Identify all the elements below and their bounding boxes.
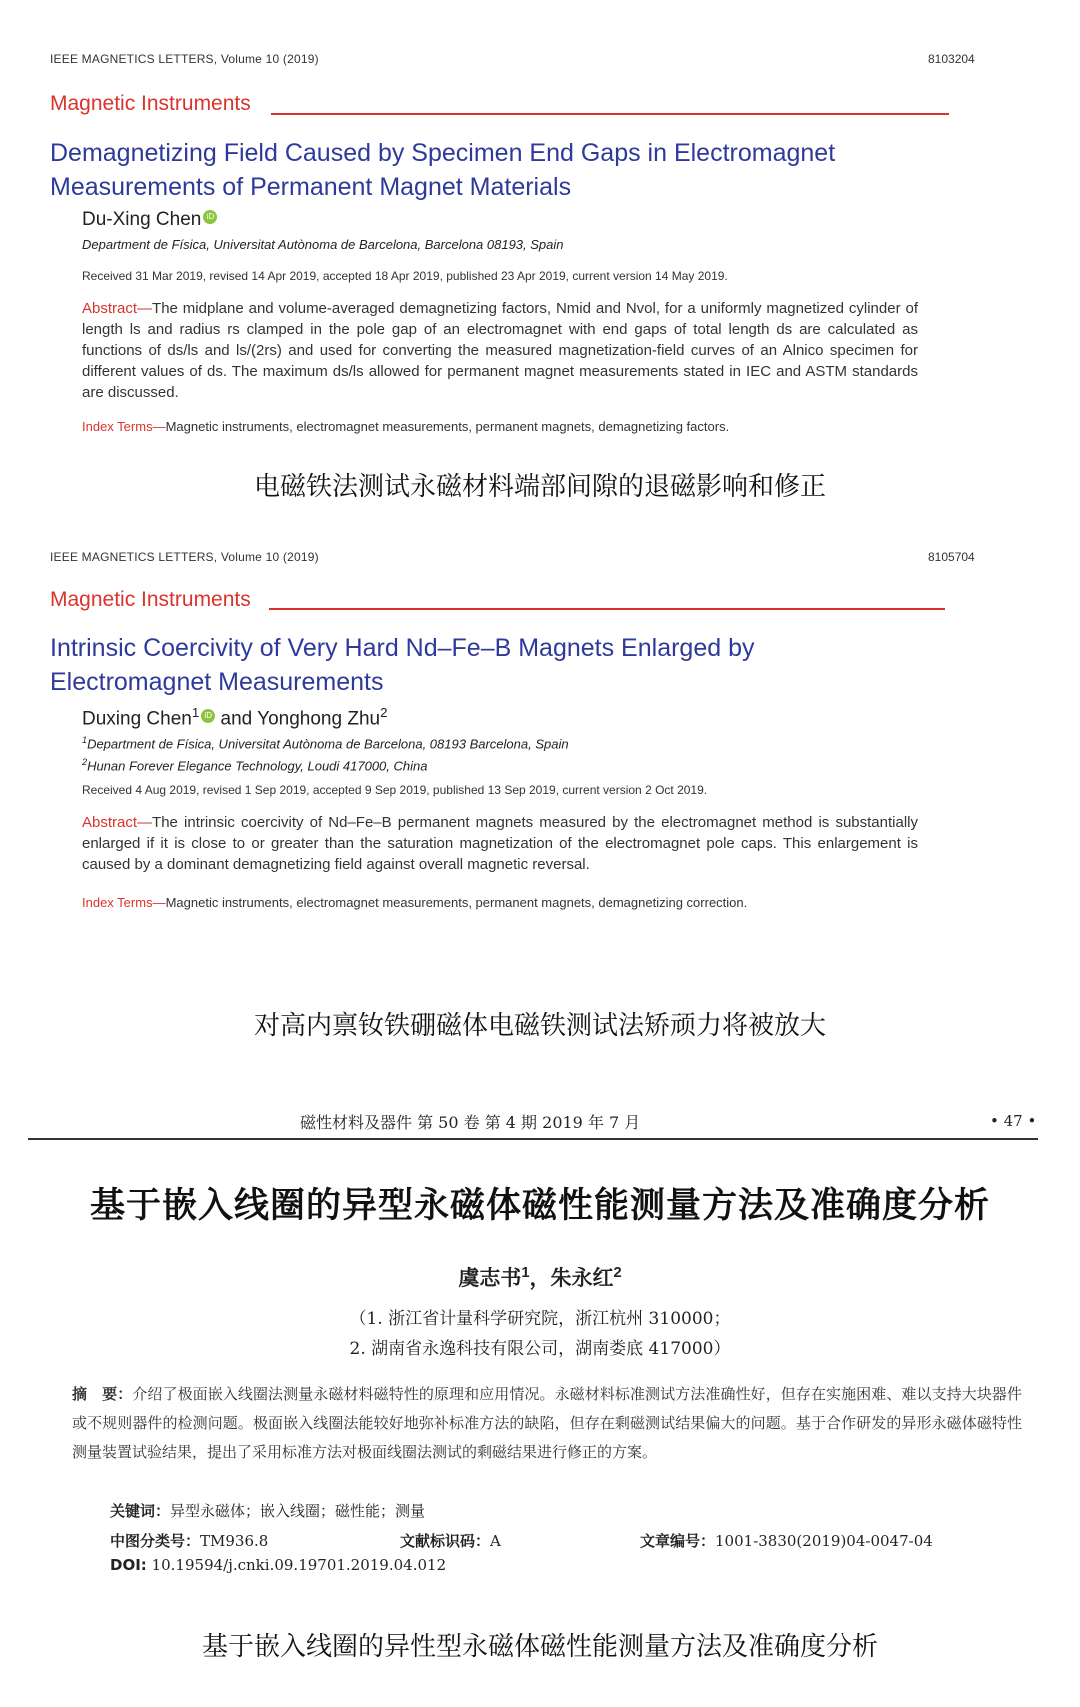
article-card-2 [28,550,1028,995]
title-line-1: Intrinsic Coercivity of Very Hard Nd–Fe–B Magnets Enlarged by [50,634,755,662]
abstract-label: Abstract— [82,300,153,317]
abstract [82,298,918,403]
journal-header: IEEE MAGNETICS LETTERS, Volume 10 (2019) [50,52,319,66]
article-id-value: 1001-3830(2019)04-0047-04 [715,1532,933,1550]
author-2: 朱永红 [550,1267,614,1290]
received-dates: Received 4 Aug 2019, revised 1 Sep 2019, accepted 9 Sep 2019, published 13 Sep 2019, current version 2 Oct 2019. [82,783,708,797]
orcid-icon: iD [203,210,217,224]
article-id-label: 文章编号： [640,1532,716,1550]
doi [110,1556,446,1574]
section-rule [271,113,949,115]
author-name: Du-Xing Chen [82,209,202,230]
journal-header-cn: 磁性材料及器件 第 50 卷 第 4 期 2019 年 7 月 [300,1113,641,1132]
abstract-label: Abstract— [82,814,153,831]
author-1: Duxing Chen [82,708,192,730]
caption-3: 基于嵌入线圈的异性型永磁体磁性能测量方法及准确度分析 [201,1631,878,1661]
paper-title-cn: 基于嵌入线圈的异型永磁体磁性能测量方法及准确度分析 [89,1186,990,1225]
index-terms-label: Index Terms— [82,419,166,434]
abstract-text: The midplane and volume-averaged demagnetizing factors, Nmid and Nvol, for a uniformly magnetized cylinder of length ls and radius rs clamped in the pole gap of an electromagnet with end gaps of total length ds are calculated as functions of ds/ls and ls/(2rs) and used for converting the measured magnetization-field curves of an Alnico specimen for different values of ds. The maximum ds/ls allowed for permanent magnet measurements stated in IEC and ASTM standards are discussed. [82,300,918,401]
title-line-1: Demagnetizing Field Caused by Specimen End Gaps in Electromagnet [50,139,836,167]
author [82,209,217,231]
clc-label: 中图分类号： [110,1532,201,1550]
affiliation-2: Hunan Forever Elegance Technology, Loudi 417000, China [87,758,428,774]
affiliation: Department de Física, Universitat Autònoma de Barcelona, Barcelona 08193, Spain [82,237,564,252]
doc-label: 文献标识码： [400,1532,491,1550]
section-label: Magnetic Instruments [50,588,251,611]
paper-title [50,631,950,699]
orcid-icon: iD [201,709,215,723]
article-number: 8105704 [928,550,975,564]
section-label: Magnetic Instruments [50,92,251,115]
abstract-text: 介绍了极面嵌入线圈法测量永磁材料磁特性的原理和应用情况。永磁材料标准测试方法准确性好，但存在实施困难、难以支持大块器件或不规则器件的检测问题。极面嵌入线圈法能较好地弥补标准方法的缺陷，但存在剩磁测试结果偏大的问题。基于合作研发的异形永磁体磁特性测量装置试验结果，提出了采用标准方法对极面线圈法测试的剩磁结果进行修正的方案。 [72,1385,1022,1461]
paper-title [50,136,950,204]
title-line-2: Measurements of Permanent Magnet Materials [50,173,572,201]
keywords-label: 关键词： [110,1502,171,1520]
clc-number [110,1530,268,1551]
journal-header: IEEE MAGNETICS LETTERS, Volume 10 (2019) [50,550,319,564]
index-terms-label: Index Terms— [82,895,166,910]
abstract-text: The intrinsic coercivity of Nd–Fe–B permanent magnets measured by the electromagnet method is substantially enlarged if it is close to or greater than the saturation magnetization of the electromagnet pole caps. This enlargement is caused by a dominant demagnetizing field against overall magnetic reversal. [82,814,918,873]
article-id [640,1530,933,1551]
section-rule [269,608,945,610]
caption-2: 对高内禀钕铁硼磁体电磁铁测试法矫顽力将被放大 [253,1010,826,1040]
doi-value: 10.19594/j.cnki.09.19701.2019.04.012 [151,1556,447,1574]
page-number: • 47 • [990,1112,1037,1130]
index-terms-text: Magnetic instruments, electromagnet measurements, permanent magnets, demagnetizing factors. [165,419,730,434]
affiliation-1: Department de Física, Universitat Autònoma de Barcelona, 08193 Barcelona, Spain [87,736,569,752]
header-rule [28,1138,1038,1140]
authors: Duxing Chen$^1$ iD and Yonghong Zhu$^2$ [82,705,388,730]
abstract [82,812,918,875]
index-terms [82,419,729,434]
title-line-2: Electromagnet Measurements [50,668,384,696]
article-number: 8103204 [928,52,975,66]
abstract-label: 摘 要： [72,1385,133,1403]
doi-label: DOI: [110,1556,147,1574]
keywords [110,1500,425,1521]
affiliation-line-1: （1. 浙江省计量科学研究院，浙江杭州 310000； [349,1309,731,1329]
index-terms-text: Magnetic instruments, electromagnet measurements, permanent magnets, demagnetizing correction. [165,895,748,910]
authors-cn: 虞志书$^1$，朱永红$^2$ [458,1265,622,1290]
article-card-1 [28,22,1028,490]
doc-value: A [490,1532,501,1550]
received-dates: Received 31 Mar 2019, revised 14 Apr 2019, accepted 18 Apr 2019, published 23 Apr 2019, current version 14 May 2019. [82,269,728,283]
abstract-cn [72,1380,1022,1467]
index-terms [82,895,747,910]
clc-value: TM936.8 [200,1532,269,1550]
author-1: 虞志书 [458,1267,522,1290]
author-2: and Yonghong Zhu [220,708,381,730]
document-code [400,1530,501,1551]
affiliations: $^1$Department de Física, Universitat Autònoma de Barcelona, 08193 Barcelona, Spain $^2$Hunan Forever Elegance Technology, Loudi 417000, China [82,735,569,774]
caption-1: 电磁铁法测试永磁材料端部间隙的退磁影响和修正 [253,471,826,501]
affiliation-line-2: 2. 湖南省永逸科技有限公司，湖南娄底 417000） [349,1339,731,1359]
keywords-text: 异型永磁体；嵌入线圈；磁性能；测量 [170,1502,426,1520]
